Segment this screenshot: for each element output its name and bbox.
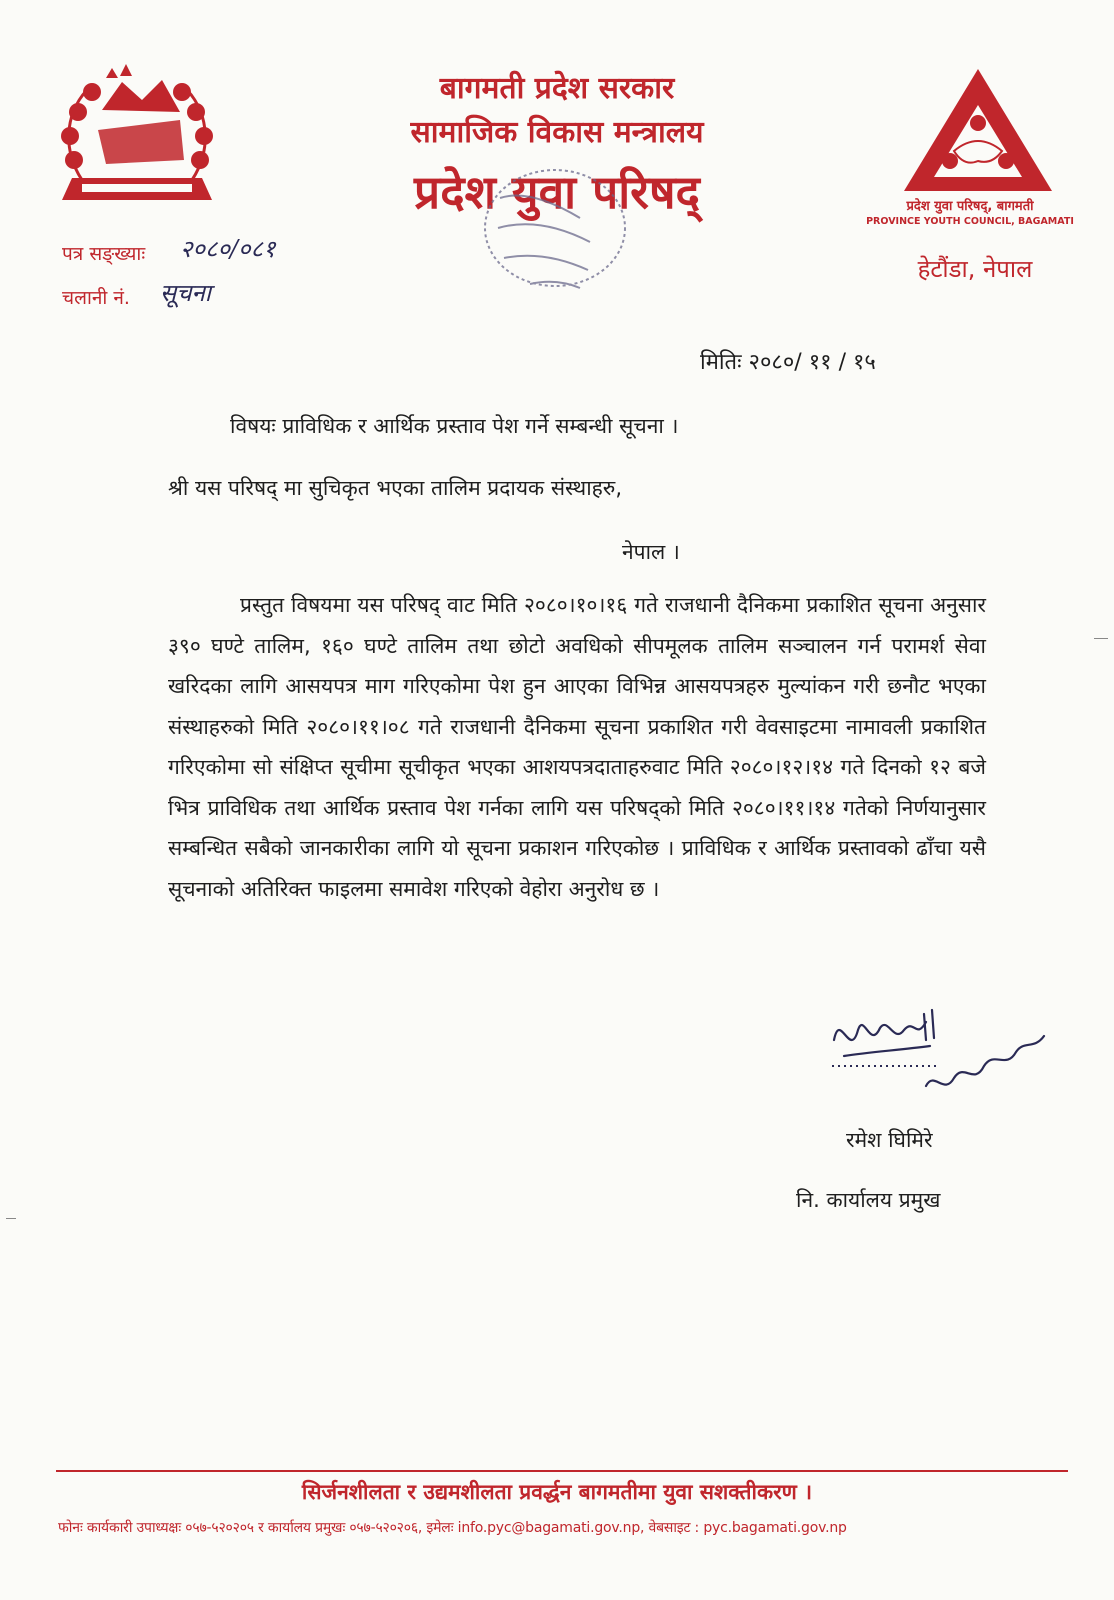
government-name: बागमती प्रदेश सरकार — [439, 71, 675, 106]
ministry-name: सामाजिक विकास मन्त्रालय — [410, 115, 704, 150]
dispatch-number-value: सूचना — [160, 279, 211, 307]
letter-date: मितिः २०८०/ ११ / १५ — [700, 350, 876, 375]
office-stamp — [470, 158, 640, 308]
reference-number-label: पत्र सङ्ख्याः — [62, 243, 146, 265]
dispatch-number-label: चलानी नं. — [62, 287, 130, 309]
letter-body: प्रस्तुत विषयमा यस परिषद् वाट मिति २०८०।१०।१६ गते राजधानी दैनिकमा प्रकाशित सूचना अनुसार ३९० घण्टे तालिम, १६० घण्टे तालिम तथा छोटो अवधिको सीपमूलक तालिम सञ्चालन गर्न परामर्श सेवा खरिदका लागि आसयपत्र माग गरिएकोमा पेश हुन आएका विभिन्न आसयपत्रहरु मुल्यांकन गरी छनौट भएका संस्थाहरुको मिति २०८०।११।०८ गते राजधानी दैनिकमा सूचना प्रकाशित गरी वेवसाइटमा नामावली प्रकाशित गरिएकोमा सो संक्षिप्त सूचीमा सूचीकृत भएका आशयपत्रदाताहरुवाट मिति २०८०।१२।१४ गते दिनको १२ बजे भित्र प्राविधिक तथा आर्थिक प्रस्ताव पेश गर्नका लागि यस परिषद्को मिति २०८०।११।१४ गतेको निर्णयानुसार सम्बन्धित सबैको जानकारीका लागि यो सूचना प्रकाशन गरिएकोछ । प्राविधिक र आर्थिक प्रस्तावको ढाँचा यसै सूचनाको अतिरिक्त फाइलमा समावेश गरिएको वेहोरा अनुरोध छ । — [168, 593, 986, 901]
footer-motto: सिर्जनशीलता र उद्यमशीलता प्रवर्द्धन बागमतीमा युवा सशक्तीकरण । — [301, 1480, 813, 1504]
reference-number-value: २०८०/०८१ — [180, 235, 276, 263]
footer-divider — [56, 1470, 1068, 1472]
signer-name: रमेश घिमिरे — [846, 1128, 933, 1152]
office-location: हेटौंडा, नेपाल — [917, 255, 1033, 283]
handwritten-signature — [830, 1000, 1050, 1110]
footer-contact: फोनः कार्यकारी उपाध्यक्षः ०५७-५२०२०५ र कार्यालय प्रमुखः ०५७-५२०२०६, इमेलः info.pyc@bagamati.gov.np, वेबसाइट : pyc.bagamati.gov.np — [58, 1520, 847, 1536]
letter-recipient: श्री यस परिषद् मा सुचिकृत भएका तालिम प्रदायक संस्थाहरु, — [168, 476, 623, 500]
youth-council-logo-icon — [898, 65, 1058, 195]
logo-caption-english: PROVINCE YOUTH COUNCIL, BAGAMATI — [866, 216, 1074, 227]
logo-caption-nepali: प्रदेश युवा परिषद्, बागमती — [906, 199, 1034, 214]
recipient-country: नेपाल । — [622, 540, 680, 564]
letter-subject: विषयः प्राविधिक र आर्थिक प्रस्ताव पेश गर्ने सम्बन्धी सूचना । — [230, 414, 679, 438]
office-name: प्रदेश युवा परिषद् — [414, 165, 700, 219]
signer-title: नि. कार्यालय प्रमुख — [796, 1188, 941, 1212]
scan-mark — [1094, 638, 1108, 639]
scan-mark — [6, 1218, 16, 1219]
